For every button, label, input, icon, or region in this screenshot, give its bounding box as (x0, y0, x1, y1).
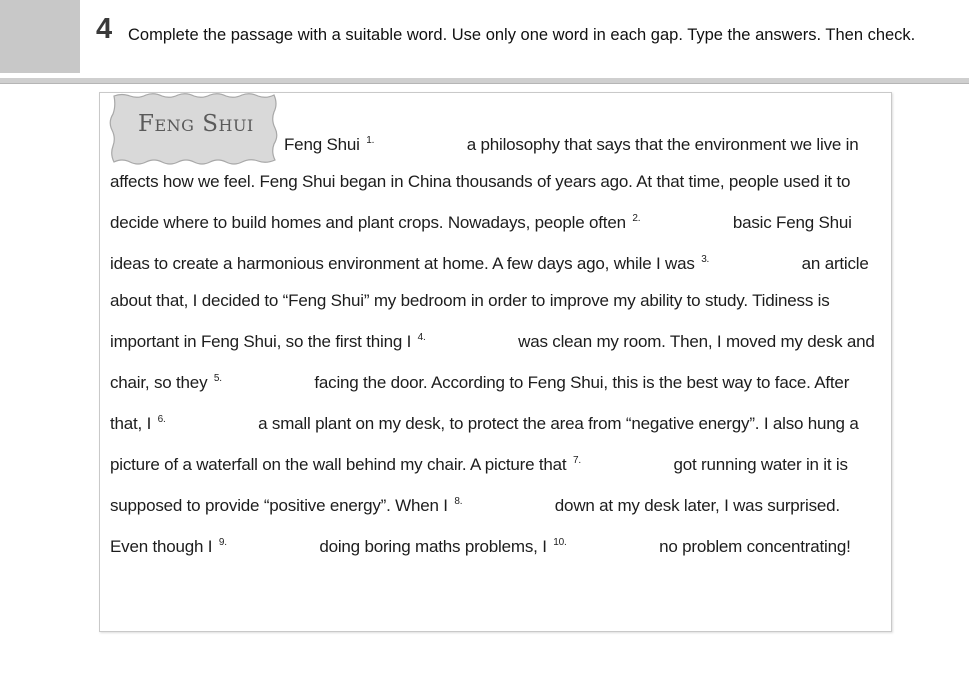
gap-blank[interactable] (374, 136, 462, 150)
gap-number: 1. (366, 135, 375, 146)
gap-blank[interactable] (581, 456, 669, 470)
passage-segment: a small plant on my desk, to protect the area from “negative energy”. I also hung a picture of a waterfall on the wall behind my chair. A picture that (110, 414, 859, 474)
gap-number: 4. (417, 332, 426, 343)
header-divider (0, 78, 969, 84)
gap-number: 7. (572, 455, 581, 466)
answer-gap[interactable] (571, 442, 669, 483)
gap-blank[interactable] (462, 497, 550, 511)
answer-gap[interactable] (416, 319, 514, 360)
gap-blank[interactable] (166, 415, 254, 429)
badge-title: Feng Shui (138, 111, 254, 137)
gap-number: 8. (454, 496, 463, 507)
passage-segment: was clean my room. Then, I moved my desk and chair, so they (110, 332, 875, 392)
passage-text (110, 122, 880, 565)
gap-blank[interactable] (426, 333, 514, 347)
answer-gap[interactable] (156, 401, 254, 442)
gap-number: 3. (701, 254, 710, 265)
gap-number: 6. (157, 414, 166, 425)
passage-segment: a philosophy that says that the environment we live in affects how we feel. Feng Shui began in China thousands of years ago. At that time, people used it to decide where to build homes and plant crops. Nowadays, people often (110, 135, 859, 232)
gap-number: 10. (553, 537, 567, 548)
answer-gap[interactable] (551, 524, 654, 565)
badge-wrap-spacer (110, 122, 284, 155)
exercise-instruction: Complete the passage with a suitable word. Use only one word in each gap. Type the answers. Then check. (128, 26, 916, 44)
answer-gap[interactable] (217, 524, 315, 565)
gap-blank[interactable] (567, 538, 655, 552)
gap-blank[interactable] (640, 214, 728, 228)
answer-gap[interactable] (630, 200, 728, 241)
gap-number: 2. (632, 213, 641, 224)
passage-segment: no problem concentrating! (654, 537, 851, 556)
answer-gap[interactable] (364, 122, 462, 163)
passage-segment: doing boring maths problems, I (314, 537, 552, 556)
passage-segment: basic Feng Shui ideas to create a harmonious environment at home. A few days ago, while I was (110, 213, 852, 273)
answer-gap[interactable] (699, 241, 797, 282)
passage-segment: got running water in it is supposed to provide “positive energy”. When I (110, 455, 848, 515)
passage-segment: down at my desk later, I was surprised. Even though I (110, 496, 840, 556)
gap-blank[interactable] (222, 374, 310, 388)
corner-decoration (0, 0, 80, 73)
exercise-number: 4 (96, 13, 113, 45)
answer-gap[interactable] (452, 483, 550, 524)
answer-gap[interactable] (212, 360, 310, 401)
gap-blank[interactable] (709, 255, 797, 269)
passage-segment: facing the door. According to Feng Shui, this is the best way to face. After that, I (110, 373, 850, 433)
gap-number: 9. (218, 537, 227, 548)
gap-number: 5. (213, 373, 222, 384)
passage-segment: an article about that, I decided to “Feng Shui” my bedroom in order to improve my ability to study. Tidiness is important in Feng Shui, so the first thing I (110, 254, 869, 351)
passage-flow (110, 135, 875, 556)
passage-segment: Feng Shui (284, 135, 365, 154)
gap-blank[interactable] (227, 538, 315, 552)
